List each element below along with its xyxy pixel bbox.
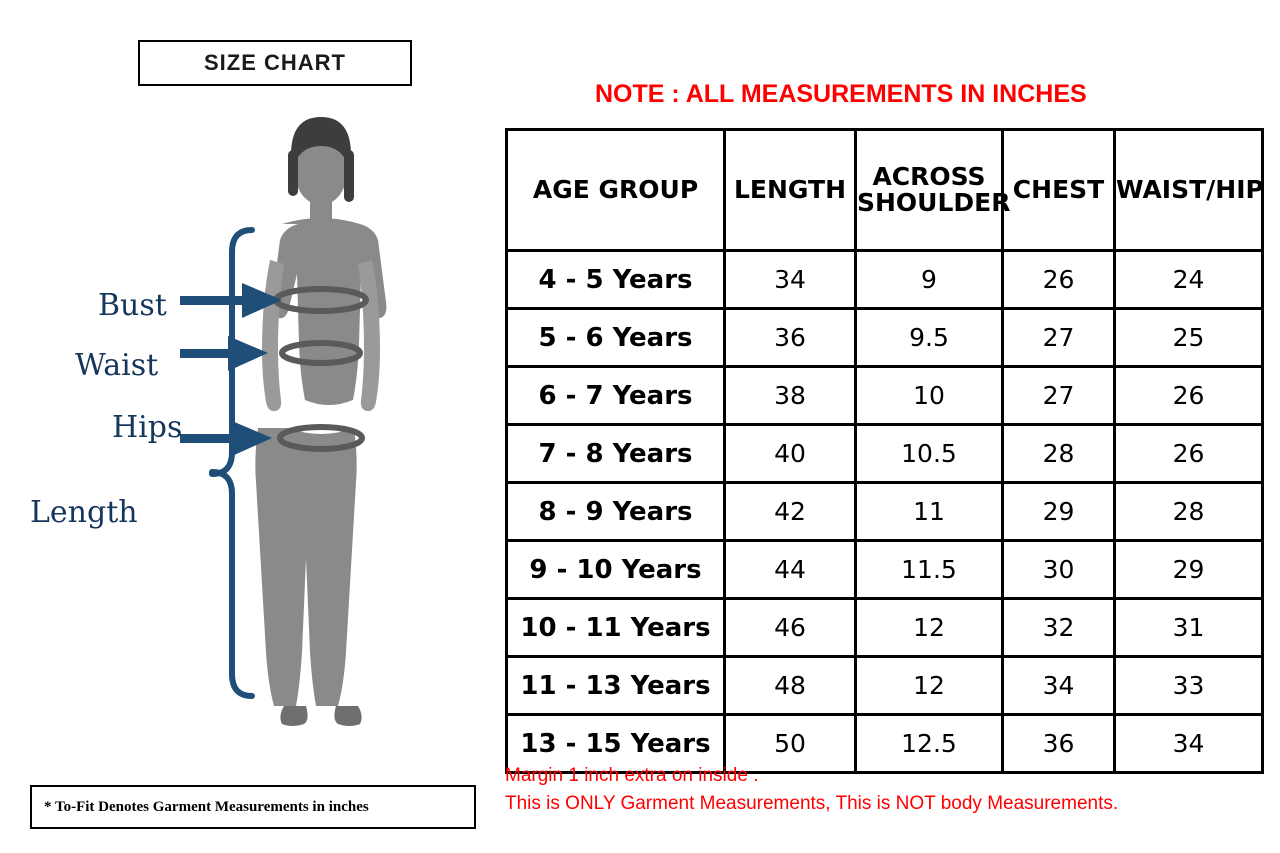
table-row (507, 367, 1263, 425)
cell-waist-hip: 29 (1115, 541, 1263, 599)
cell-length: 38 (725, 367, 856, 425)
label-bust: Bust (98, 288, 167, 323)
footnotes (505, 762, 1118, 817)
body-figure-illustration (0, 100, 490, 800)
cell-across-shoulder: 9 (856, 251, 1003, 309)
figure-torso (262, 218, 386, 411)
cell-age-group: 7 - 8 Years (507, 425, 725, 483)
cell-across-shoulder: 11.5 (856, 541, 1003, 599)
cell-waist-hip: 24 (1115, 251, 1263, 309)
cell-chest: 30 (1003, 541, 1115, 599)
margin-note: Margin 1 inch extra on inside . (505, 765, 759, 786)
cell-across-shoulder: 10 (856, 367, 1003, 425)
cell-length: 44 (725, 541, 856, 599)
cell-chest: 27 (1003, 367, 1115, 425)
size-chart-title-box (138, 40, 412, 86)
figure-head (288, 117, 354, 222)
cell-length: 48 (725, 657, 856, 715)
cell-waist-hip: 34 (1115, 715, 1263, 773)
cell-age-group: 5 - 6 Years (507, 309, 725, 367)
cell-across-shoulder: 11 (856, 483, 1003, 541)
column-header-length: LENGTH (725, 130, 856, 251)
cell-length: 34 (725, 251, 856, 309)
figure-panel (0, 0, 490, 853)
cell-across-shoulder: 12 (856, 657, 1003, 715)
cell-length: 50 (725, 715, 856, 773)
cell-length: 46 (725, 599, 856, 657)
cell-across-shoulder: 12 (856, 599, 1003, 657)
cell-chest: 28 (1003, 425, 1115, 483)
cell-length: 40 (725, 425, 856, 483)
cell-age-group: 4 - 5 Years (507, 251, 725, 309)
label-length: Length (30, 495, 138, 530)
cell-across-shoulder: 12.5 (856, 715, 1003, 773)
table-header-row (507, 130, 1263, 251)
cell-chest: 34 (1003, 657, 1115, 715)
cell-age-group: 11 - 13 Years (507, 657, 725, 715)
cell-waist-hip: 25 (1115, 309, 1263, 367)
table-row (507, 599, 1263, 657)
label-waist: Waist (75, 348, 159, 383)
cell-length: 36 (725, 309, 856, 367)
table-row (507, 541, 1263, 599)
table-row (507, 425, 1263, 483)
table-row (507, 657, 1263, 715)
cell-waist-hip: 26 (1115, 367, 1263, 425)
size-chart-title: SIZE CHART (204, 50, 346, 75)
cell-waist-hip: 33 (1115, 657, 1263, 715)
cell-age-group: 8 - 9 Years (507, 483, 725, 541)
cell-across-shoulder: 10.5 (856, 425, 1003, 483)
table-row (507, 483, 1263, 541)
column-header-chest: CHEST (1003, 130, 1115, 251)
cell-chest: 26 (1003, 251, 1115, 309)
cell-age-group: 13 - 15 Years (507, 715, 725, 773)
table-row (507, 309, 1263, 367)
garment-note: This is ONLY Garment Measurements, This is NOT body Measurements. (505, 792, 1119, 814)
cell-waist-hip: 26 (1115, 425, 1263, 483)
cell-chest: 32 (1003, 599, 1115, 657)
cell-waist-hip: 31 (1115, 599, 1263, 657)
cell-across-shoulder: 9.5 (856, 309, 1003, 367)
cell-chest: 36 (1003, 715, 1115, 773)
cell-waist-hip: 28 (1115, 483, 1263, 541)
to-fit-note-box (30, 785, 476, 829)
table-row (507, 251, 1263, 309)
cell-age-group: 9 - 10 Years (507, 541, 725, 599)
figure-legs (255, 428, 361, 726)
cell-chest: 27 (1003, 309, 1115, 367)
cell-chest: 29 (1003, 483, 1115, 541)
column-header-age-group: AGE GROUP (507, 130, 725, 251)
cell-age-group: 10 - 11 Years (507, 599, 725, 657)
measurement-units-note: NOTE : ALL MEASUREMENTS IN INCHES (595, 80, 1087, 108)
label-hips: Hips (112, 410, 183, 445)
size-chart-table (505, 128, 1264, 774)
cell-age-group: 6 - 7 Years (507, 367, 725, 425)
column-header-waist-hip: WAIST/HIP (1115, 130, 1263, 251)
column-header-across-shoulder: ACROSS SHOULDER (856, 130, 1003, 251)
cell-length: 42 (725, 483, 856, 541)
to-fit-note: * To-Fit Denotes Garment Measurements in inches (44, 798, 369, 815)
table-panel (495, 0, 1280, 853)
